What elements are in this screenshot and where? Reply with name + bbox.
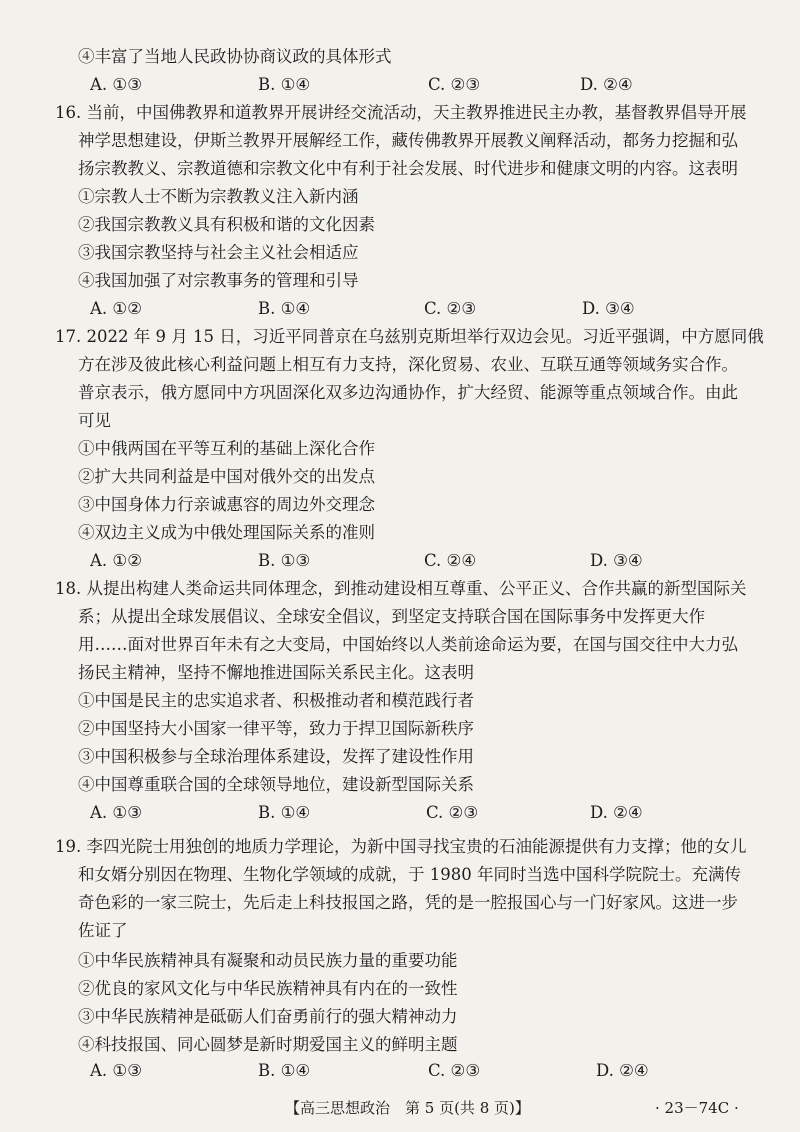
q15-option-a: A. ①③	[90, 75, 142, 94]
q19-option-c: C. ②③	[428, 1061, 481, 1080]
q18-options	[90, 802, 770, 824]
q15-option-c: C. ②③	[428, 75, 481, 94]
q19-item-2: ②优良的家风文化与中华民族精神具有内在的一致性	[78, 979, 458, 998]
q17-option-d: D. ③④	[590, 551, 643, 570]
q17-options	[90, 550, 770, 572]
q19-item-1: ①中华民族精神具有凝聚和动员民族力量的重要功能	[78, 951, 458, 970]
q18-option-d: D. ②④	[590, 803, 643, 822]
q16-options	[90, 298, 770, 320]
q19-options	[90, 1060, 770, 1082]
q16-item-3: ③我国宗教坚持与社会主义社会相适应	[78, 243, 359, 262]
q16-option-d: D. ③④	[582, 299, 635, 318]
q17-stem-line-2: 方在涉及彼此核心利益问题上相互有力支持，深化贸易、农业、互联互通等领域务实合作。	[78, 355, 738, 374]
q18-option-b: B. ①④	[258, 803, 311, 822]
q17-stem-line-4: 可见	[78, 411, 111, 430]
q17-stem-line-3: 普京表示，俄方愿同中方巩固深化双多边沟通协作，扩大经贸、能源等重点领域合作。由此	[78, 383, 738, 402]
page-footer-title: 【高三思想政治 第 5 页(共 8 页)】	[285, 1099, 530, 1117]
q16-stem-line-1: 16. 当前，中国佛教界和道教界开展讲经交流活动，天主教界推进民主办教，基督教界倡导开展	[55, 103, 747, 122]
q19-option-d: D. ②④	[596, 1061, 649, 1080]
q18-stem-line-2: 系；从提出全球发展倡议、全球安全倡议，到坚定支持联合国在国际事务中发挥更大作	[78, 607, 705, 626]
q18-item-3: ③中国积极参与全球治理体系建设，发挥了建设性作用	[78, 747, 474, 766]
q19-option-a: A. ①③	[90, 1061, 142, 1080]
q18-option-a: A. ①③	[90, 803, 142, 822]
q19-option-b: B. ①④	[258, 1061, 311, 1080]
q18-item-2: ②中国坚持大小国家一律平等，致力于捍卫国际新秩序	[78, 719, 474, 738]
q19-item-3: ③中华民族精神是砥砺人们奋勇前行的强大精神动力	[78, 1007, 458, 1026]
q19-stem-line-1: 19. 李四光院士用独创的地质力学理论，为新中国寻找宝贵的石油能源提供有力支撑；他的女儿	[55, 837, 747, 856]
q18-item-4: ④中国尊重联合国的全球领导地位，建设新型国际关系	[78, 775, 474, 794]
q18-stem-line-4: 扬民主精神，坚持不懈地推进国际关系民主化。这表明	[78, 663, 474, 682]
q15-option-b: B. ①④	[258, 75, 311, 94]
q16-stem-line-3: 扬宗教教义、宗教道德和宗教文化中有利于社会发展、时代进步和健康文明的内容。这表明	[78, 159, 738, 178]
q18-stem-line-1: 18. 从提出构建人类命运共同体理念，到推动建设相互尊重、公平正义、合作共赢的新型国际关	[55, 579, 747, 598]
q16-stem-line-2: 神学思想建设，伊斯兰教界开展解经工作，藏传佛教界开展教义阐释活动，都务力挖掘和弘	[78, 131, 738, 150]
q16-item-2: ②我国宗教教义具有积极和谐的文化因素	[78, 215, 375, 234]
q16-item-1: ①宗教人士不断为宗教教义注入新内涵	[78, 187, 359, 206]
page-footer-code: · 23－74C ·	[655, 1099, 739, 1117]
q17-item-1: ①中俄两国在平等互利的基础上深化合作	[78, 439, 375, 458]
q15-options	[90, 74, 770, 96]
q17-stem-line-1: 17. 2022 年 9 月 15 日，习近平同普京在乌兹别克斯坦举行双边会见。习近平强调，中方愿同俄	[55, 327, 764, 346]
q16-option-c: C. ②③	[424, 299, 477, 318]
q17-option-c: C. ②④	[424, 551, 477, 570]
q17-option-a: A. ①②	[90, 551, 142, 570]
q17-option-b: B. ①③	[258, 551, 311, 570]
q15-item-4: ④丰富了当地人民政协协商议政的具体形式	[78, 47, 392, 66]
q18-option-c: C. ②③	[426, 803, 479, 822]
q19-item-4: ④科技报国、同心圆梦是新时期爱国主义的鲜明主题	[78, 1035, 458, 1054]
q16-item-4: ④我国加强了对宗教事务的管理和引导	[78, 271, 359, 290]
q18-stem-line-3: 用……面对世界百年未有之大变局，中国始终以人类前途命运为要，在国与国交往中大力弘	[78, 635, 738, 654]
q15-option-d: D. ②④	[580, 75, 633, 94]
q19-stem-line-4: 佐证了	[78, 921, 128, 940]
q16-option-a: A. ①②	[90, 299, 142, 318]
q17-item-3: ③中国身体力行亲诚惠容的周边外交理念	[78, 495, 375, 514]
q17-item-4: ④双边主义成为中俄处理国际关系的准则	[78, 523, 375, 542]
q17-item-2: ②扩大共同利益是中国对俄外交的出发点	[78, 467, 375, 486]
q19-stem-line-3: 奇色彩的一家三院士，先后走上科技报国之路，凭的是一腔报国心与一门好家风。这进一步	[78, 893, 738, 912]
q19-stem-line-2: 和女婿分别因在物理、生物化学领域的成就，于 1980 年同时当选中国科学院院士。充满传	[78, 865, 741, 884]
q16-option-b: B. ①④	[258, 299, 311, 318]
q18-item-1: ①中国是民主的忠实追求者、积极推动者和模范践行者	[78, 691, 474, 710]
